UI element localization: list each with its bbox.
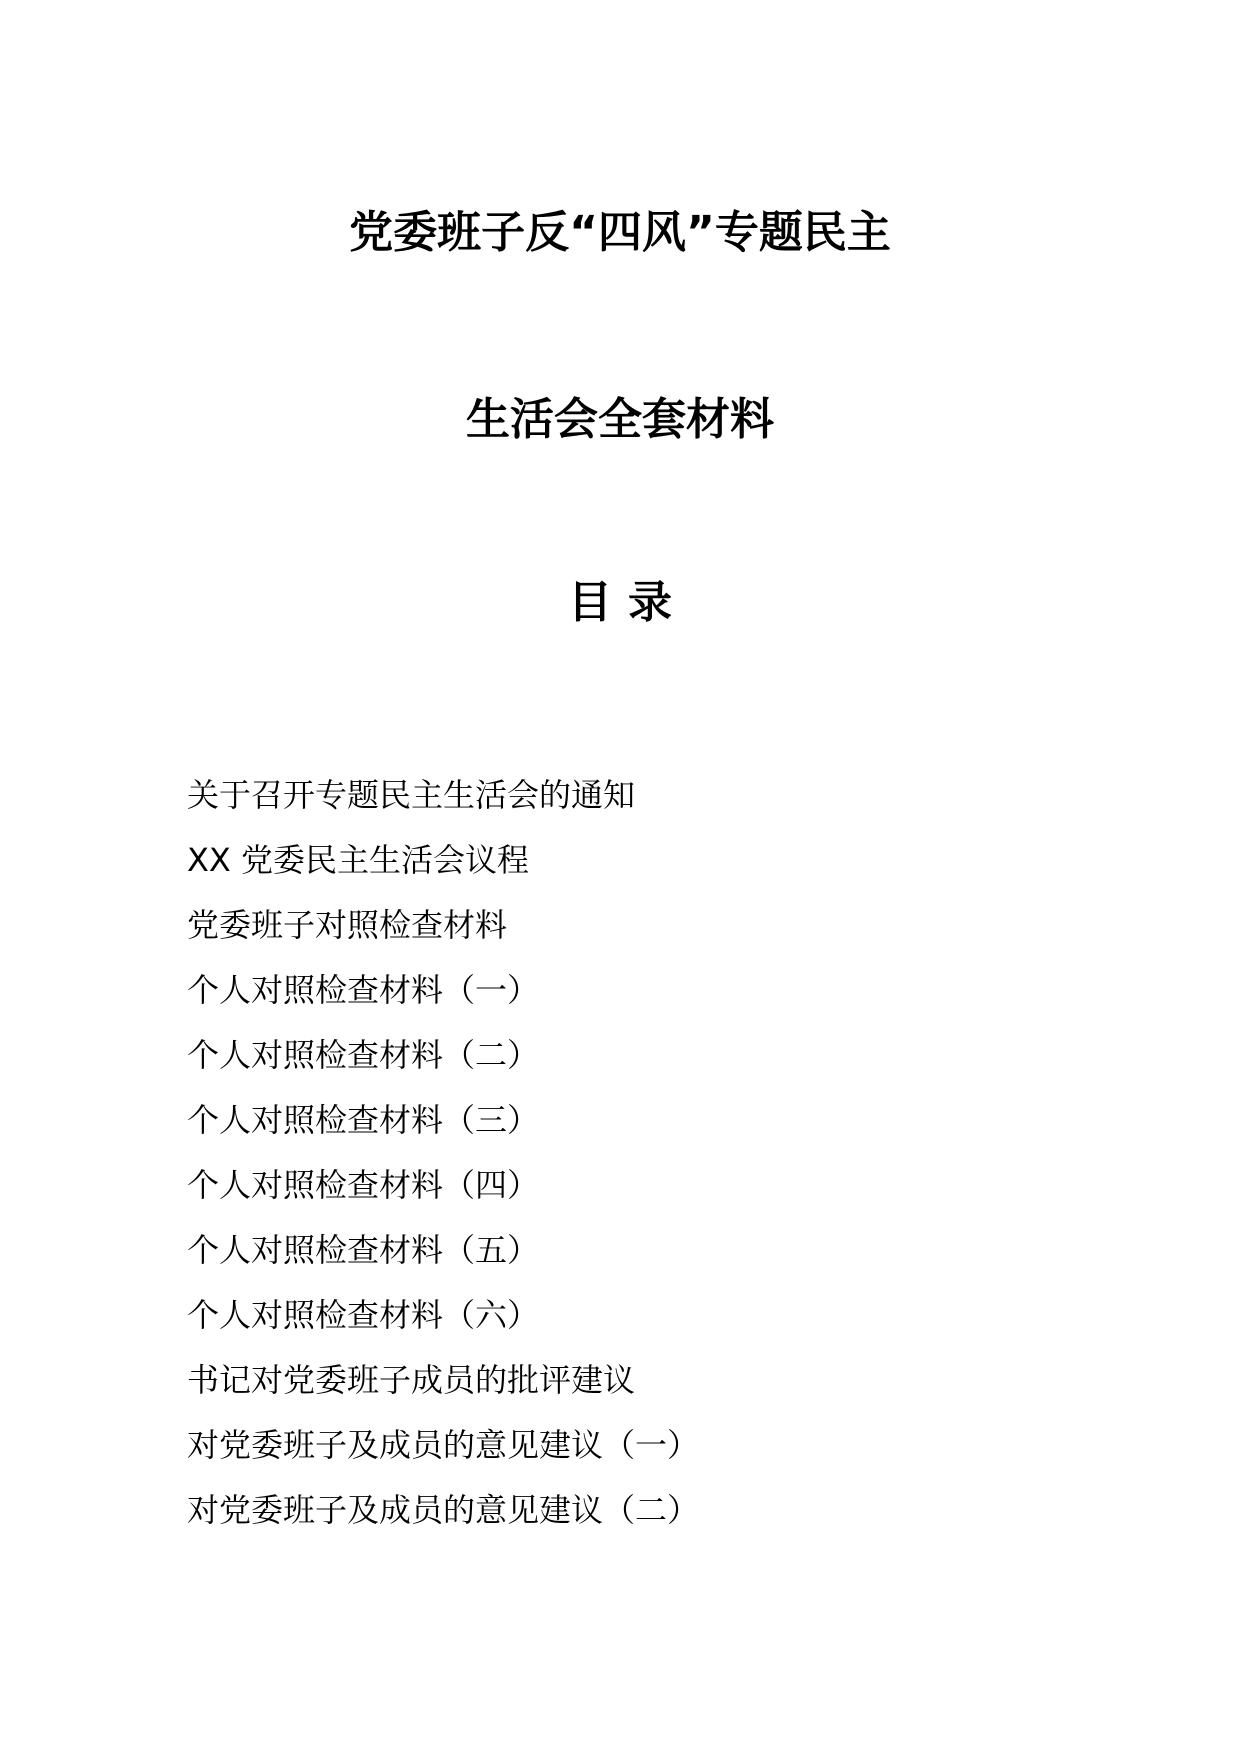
toc-item: 个人对照检查材料（四） bbox=[187, 1166, 540, 1204]
toc-item: 书记对党委班子成员的批评建议 bbox=[187, 1361, 636, 1399]
toc-item: 个人对照检查材料（三） bbox=[187, 1101, 540, 1139]
toc-item: XX 党委民主生活会议程 bbox=[187, 841, 530, 879]
document-title-line-2: 生活会全套材料 bbox=[466, 394, 774, 445]
toc-item: 对党委班子及成员的意见建议（二） bbox=[187, 1491, 700, 1529]
toc-item: 对党委班子及成员的意见建议（一） bbox=[187, 1426, 700, 1464]
toc-item: 个人对照检查材料（二） bbox=[187, 1036, 540, 1074]
toc-item: 个人对照检查材料（一） bbox=[187, 971, 540, 1009]
toc-item: 关于召开专题民主生活会的通知 bbox=[187, 776, 636, 814]
table-of-contents bbox=[187, 763, 1187, 1543]
toc-heading: 目录 bbox=[568, 577, 688, 628]
toc-item: 个人对照检查材料（五） bbox=[187, 1231, 540, 1269]
document-title-line-1: 党委班子反“四风”专题民主 bbox=[349, 207, 891, 258]
toc-item: 个人对照检查材料（六） bbox=[187, 1296, 540, 1334]
toc-item: 党委班子对照检查材料 bbox=[187, 906, 508, 944]
